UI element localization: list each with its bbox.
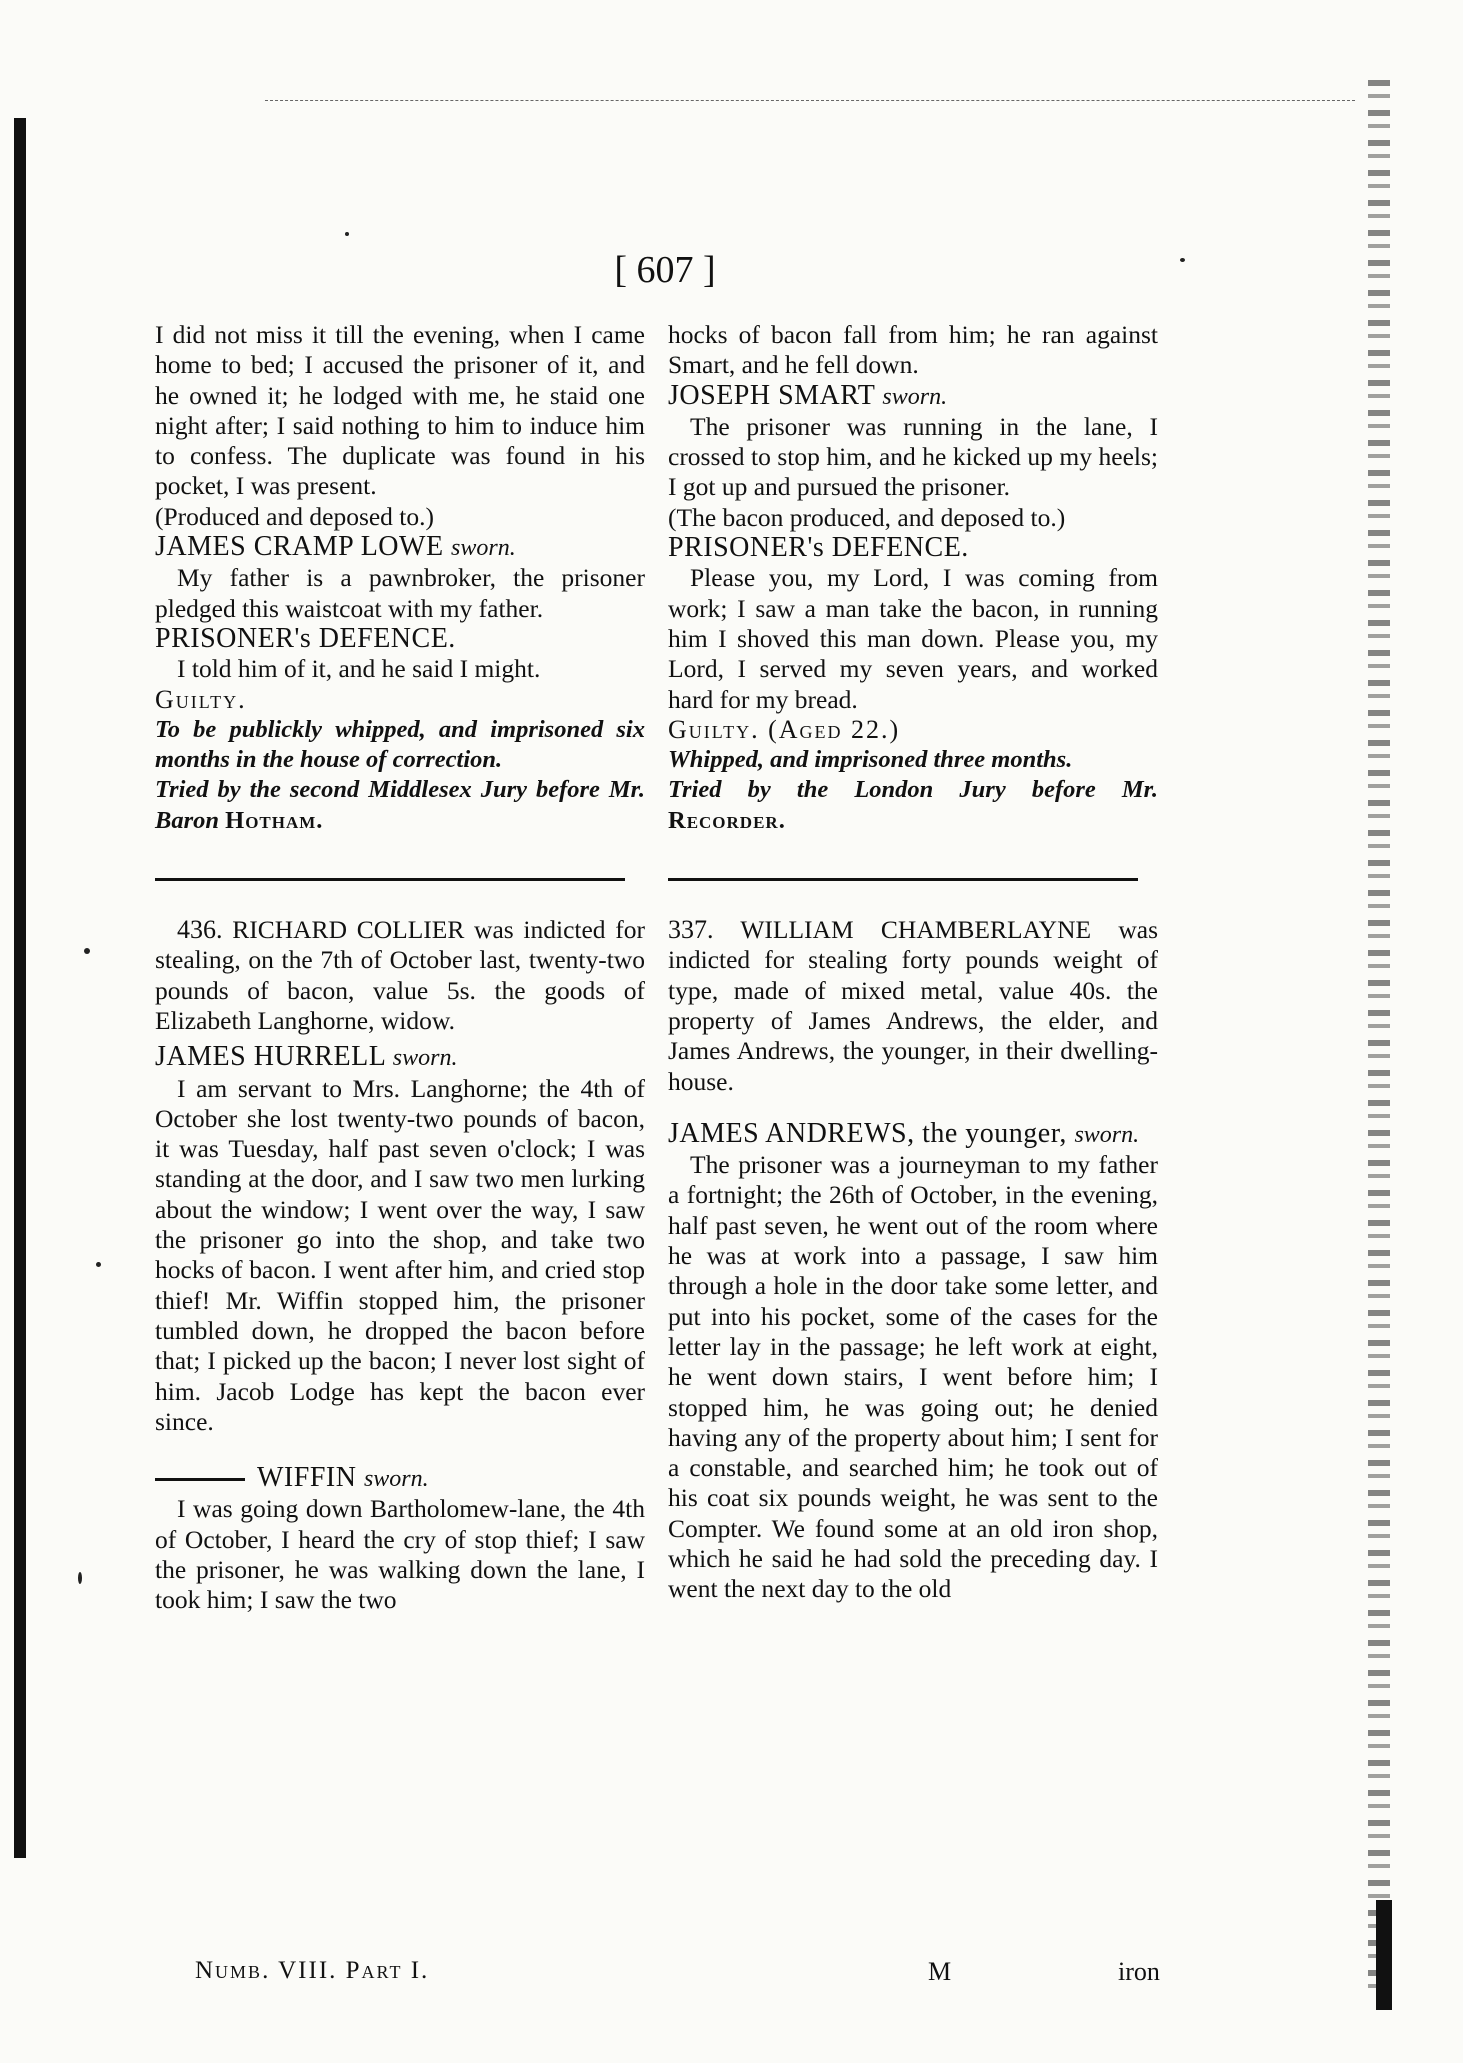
binding-shadow-left bbox=[14, 118, 26, 1858]
right-column bbox=[668, 320, 1158, 1605]
defence-text: Please you, my Lord, I was coming from work; I saw a man take the bacon, in running him I shoved this man down. Please you, my Lord, I served my seven years, and worked hard for my bread. bbox=[668, 563, 1158, 714]
page-edge-right bbox=[1368, 80, 1390, 2000]
witness-name: JAMES HURRELL bbox=[155, 1041, 386, 1073]
defence-heading: PRISONER's DEFENCE. bbox=[668, 532, 969, 564]
witness-heading bbox=[668, 1119, 1158, 1150]
witness-heading bbox=[668, 381, 1158, 412]
judge-name: Hotham. bbox=[225, 806, 324, 834]
sentence: Whipped, and imprisoned three months. bbox=[668, 746, 1073, 774]
defence-heading: PRISONER's DEFENCE. bbox=[155, 622, 456, 654]
section-rule bbox=[668, 878, 1138, 881]
case-heading bbox=[668, 915, 1158, 1097]
witness-heading bbox=[155, 532, 645, 563]
gathering-signature: M bbox=[928, 1957, 952, 1986]
testimony: I was going down Bartholomew-lane, the 4th of October, I heard the cry of stop thief; I saw the prisoner, he was walking down the lane, I took him; I saw the two bbox=[155, 1494, 645, 1615]
case-text: RICHARD COLLIER was indicted for stealing, on the 7th of October last, twenty-two pounds of bacon, value 5s. the goods of Elizabeth Langhorne, widow. bbox=[155, 915, 646, 1035]
testimony: The prisoner was running in the lane, I crossed to stop him, and he kicked up my heels; I got up and pursued the prisoner. bbox=[668, 411, 1158, 502]
left-column bbox=[155, 320, 645, 1616]
tried-text: Tried by the London Jury before Mr. bbox=[668, 776, 1158, 804]
sentence: To be publickly whipped, and imprisoned six months in the house of correction. bbox=[155, 715, 645, 774]
top-rule bbox=[265, 100, 1355, 101]
verdict: Guilty. bbox=[155, 684, 247, 714]
court-note: (The bacon produced, and deposed to.) bbox=[668, 502, 1066, 532]
section-rule bbox=[155, 878, 625, 881]
paragraph: hocks of bacon fall from him; he ran against Smart, and he fell down. bbox=[668, 320, 1158, 380]
ink-speck bbox=[78, 1572, 82, 1584]
ink-speck bbox=[96, 1262, 101, 1267]
verdict: Guilty. (Aged 22.) bbox=[668, 714, 901, 744]
case-number: 337. bbox=[668, 915, 714, 945]
trial-attribution bbox=[155, 775, 645, 836]
witness-name: WIFFIN bbox=[257, 1462, 357, 1494]
defence-text: I told him of it, and he said I might. bbox=[177, 654, 541, 684]
page-number: [ 607 ] bbox=[614, 249, 716, 291]
case-number: 436. bbox=[177, 915, 223, 945]
testimony: The prisoner was a journeyman to my father a fortnight; the 26th of October, in the evening, half past seven, he went out of the room where he was at work into a passage, I saw him through a hole in the door take some letter, and put into his pocket, some of the cases for the letter lay in the passage; he left work at eight, he went down stairs, I went before him; I stopped him, he was going out; he denied having any of the property about him; I sent for a constable, and searched him; he took out of his coat six pounds weight, he was sent to the Compter. We found some at an old iron shop, which he said he had sold the preceding day. I went the next day to the old bbox=[668, 1150, 1158, 1604]
case-text: WILLIAM CHAMBERLAYNE was indicted for stealing forty pounds weight of type, made of mixed metal, value 40s. the property of James Andrews, the elder, and James Andrews, the younger, in their dwelling-house. bbox=[668, 915, 1158, 1096]
witness-name: JAMES ANDREWS, the younger, bbox=[668, 1117, 1067, 1149]
witness-heading bbox=[155, 1042, 645, 1073]
tried-text: Tried by the second Middlesex Jury before Mr. Baron bbox=[155, 776, 645, 834]
sworn-label: sworn. bbox=[392, 1045, 458, 1072]
witness-heading bbox=[155, 1463, 645, 1494]
testimony: My father is a pawnbroker, the prisoner pledged this waistcoat with my father. bbox=[155, 563, 645, 623]
case-heading bbox=[155, 915, 645, 1036]
witness-name: JAMES CRAMP LOWE bbox=[155, 531, 444, 563]
name-dash bbox=[155, 1478, 245, 1481]
sworn-label: sworn. bbox=[882, 383, 948, 410]
catchword: iron bbox=[1118, 1957, 1160, 1986]
ink-speck bbox=[1180, 258, 1185, 262]
ink-speck bbox=[84, 948, 90, 954]
judge-name: Recorder. bbox=[668, 806, 786, 834]
sworn-label: sworn. bbox=[1074, 1121, 1140, 1148]
signature-line: Numb. VIII. Part I. bbox=[195, 1957, 430, 1984]
sworn-label: sworn. bbox=[363, 1466, 429, 1493]
testimony: I am servant to Mrs. Langhorne; the 4th of October she lost twenty-two pounds of bacon, it was Tuesday, half past seven o'clock; I was standing at the door, and I saw two men lurking about the window; I went over the way, I saw the prisoner go into the shop, and take two hocks of bacon. I went after him, and cried stop thief! Mr. Wiffin stopped him, the prisoner tumbled down, he dropped the bacon before that; I picked up the bacon; I never lost sight of him. Jacob Lodge has kept the bacon ever since. bbox=[155, 1073, 645, 1436]
trial-attribution bbox=[668, 775, 1158, 836]
sworn-label: sworn. bbox=[451, 535, 516, 562]
court-note: (Produced and deposed to.) bbox=[155, 501, 435, 531]
witness-name: JOSEPH SMART bbox=[668, 379, 875, 411]
ink-speck bbox=[345, 232, 349, 236]
paragraph: I did not miss it till the evening, when I came home to bed; I accused the prisoner of it, and he owned it; he lodged with me, he staid one night after; I said nothing to him to induce him to confess. The duplicate was found in his pocket, I was present. bbox=[155, 320, 645, 501]
page-edge-right-bottom bbox=[1376, 1900, 1392, 2010]
